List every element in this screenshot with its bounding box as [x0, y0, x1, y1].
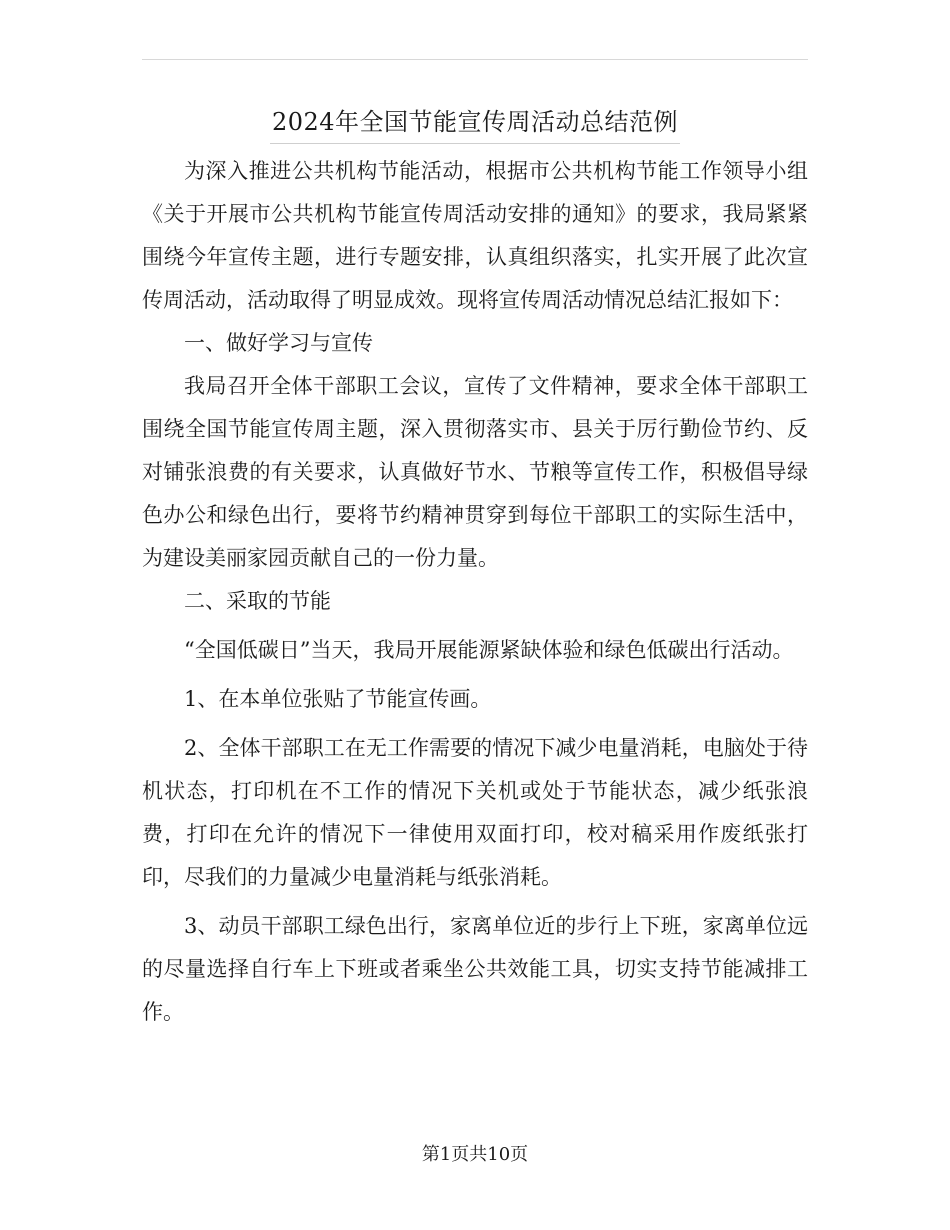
list-item-3: 3、动员干部职工绿色出行，家离单位近的步行上下班，家离单位远的尽量选择自行车上下班或者乘坐公共效能工具，切实支持节能减排工作。: [142, 914, 808, 1024]
paragraph-intro: 为深入推进公共机构节能活动，根据市公共机构节能工作领导小组《关于开展市公共机构节能宣传周活动安排的通知》的要求，我局紧紧围绕今年宣传主题，进行专题安排，认真组织落实，扎实开展了此次宣传周活动，活动取得了明显成效。现将宣传周活动情况总结汇报如下：: [142, 159, 808, 312]
section-heading-1: 一、做好学习与宣传: [184, 331, 373, 355]
list-item-2: 2、全体干部职工在无工作需要的情况下减少电量消耗，电脑处于待机状态，打印机在不工作的情况下关机或处于节能状态，减少纸张浪费，打印在允许的情况下一律使用双面打印，校对稿采用作废纸张打印，尽我们的力量减少电量消耗与纸张消耗。: [142, 736, 808, 889]
page-number: 第1页共10页: [421, 1144, 529, 1165]
paragraph-low-carbon-day: “全国低碳日”当天，我局开展能源紧缺体验和绿色低碳出行活动。: [184, 638, 794, 662]
paragraph-section-1: 我局召开全体干部职工会议，宣传了文件精神，要求全体干部职工围绕全国节能宣传周主题，深入贯彻落实市、县关于厉行勤俭节约、反对铺张浪费的有关要求，认真做好节水、节粮等宣传工作，积极倡导绿色办公和绿色出行，要将节约精神贯穿到每位干部职工的实际生活中，为建设美丽家园贡献自己的一份力量。: [142, 374, 808, 570]
document-body: [142, 150, 808, 1034]
list-item-1: 1、在本单位张贴了节能宣传画。: [184, 687, 492, 711]
document-title: 2024年全国节能宣传周活动总结范例: [271, 108, 679, 136]
title-underline: [270, 143, 680, 144]
header-rule: [142, 59, 808, 60]
section-heading-2: 二、采取的节能: [184, 589, 331, 613]
